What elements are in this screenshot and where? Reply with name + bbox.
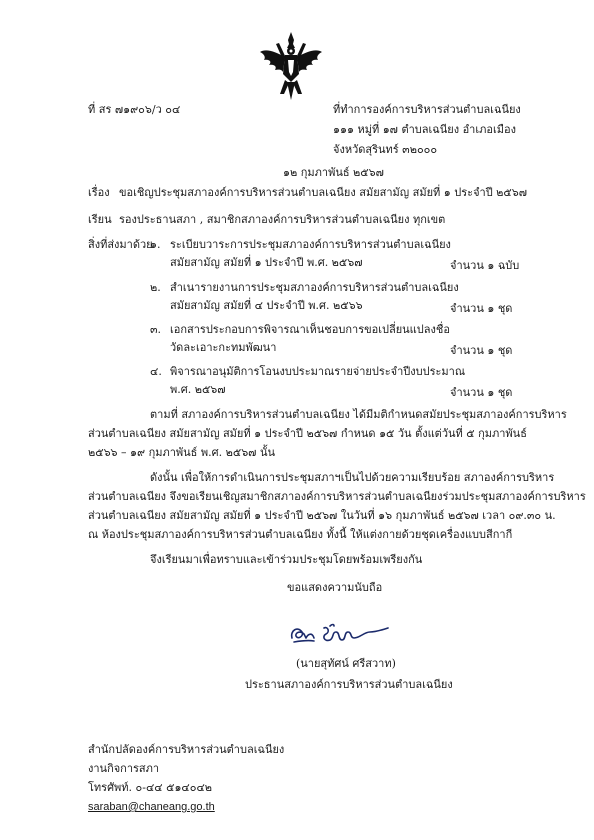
footer-office: สำนักปลัดองค์การบริหารส่วนตำบลเฉนียง [88,743,285,756]
attachment-line-1: สำเนารายงานการประชุมสภาองค์การบริหารส่วนตำบลเฉนียง [170,281,459,294]
office-address-line-3: จังหวัดสุรินทร์ ๓๒๐๐๐ [333,143,438,156]
office-address-line-1: ที่ทำการองค์การบริหารส่วนตำบลเฉนียง [333,103,521,116]
attachment-line-1: พิจารณาอนุมัติการโอนงบประมาณรายจ่ายประจำปีงบประมาณ [170,365,466,378]
attachment-line-1: ระเบียบวาระการประชุมสภาองค์การบริหารส่วนตำบลเฉนียง [170,238,451,251]
paragraph-1-line: ๒๕๖๖ – ๑๙ กุมภาพันธ์ พ.ศ. ๒๕๖๗ นั้น [88,446,275,459]
attachment-number: ๑. [150,238,161,251]
paragraph-2-line: ณ ห้องประชุมสภาองค์การบริหารส่วนตำบลเฉนียง ทั้งนี้ ให้แต่งกายด้วยชุดเครื่องแบบสีกากี [88,528,513,541]
footer-email-link[interactable]: saraban@chaneang.go.th [88,801,215,813]
paragraph-1-line: ส่วนตำบลเฉนียง สมัยสามัญ สมัยที่ ๑ ประจำปี ๒๕๖๗ กำหนด ๑๕ วัน ตั้งแต่วันที่ ๕ กุมภาพันธ์ [88,427,527,440]
attachment-line-2: พ.ศ. ๒๕๖๗ [170,383,226,396]
attachment-count: จำนวน ๑ ชุด [450,302,513,315]
signature-image [286,620,392,652]
attachment-line-2: สมัยสามัญ สมัยที่ ๑ ประจำปี พ.ศ. ๒๕๖๗ [170,256,363,269]
signer-title: ประธานสภาองค์การบริหารส่วนตำบลเฉนียง [245,678,453,691]
letter-date: ๑๒ กุมภาพันธ์ ๒๕๖๗ [283,166,384,179]
signer-name: (นายสุทัศน์ ศรีสวาท) [296,657,396,670]
attachment-count: จำนวน ๑ ชุด [450,344,513,357]
footer-phone: โทรศัพท์. ๐-๔๔ ๕๑๔๐๔๒ [88,781,213,794]
subject-text: ขอเชิญประชุมสภาองค์การบริหารส่วนตำบลเฉนียง สมัยสามัญ สมัยที่ ๑ ประจำปี ๒๕๖๗ [119,186,528,199]
attachments-label: สิ่งที่ส่งมาด้วย [88,238,153,251]
document-number: ที่ สร ๗๑๙๐๖/ว ๐๔ [88,103,181,116]
attachment-line-2: สมัยสามัญ สมัยที่ ๔ ประจำปี พ.ศ. ๒๕๖๖ [170,299,363,312]
attachment-number: ๔. [150,365,162,378]
paragraph-3: จึงเรียนมาเพื่อทราบและเข้าร่วมประชุมโดยพร้อมเพรียงกัน [150,553,423,566]
attachment-number: ๓. [150,323,162,336]
recipient-text: รองประธานสภา , สมาชิกสภาองค์การบริหารส่วนตำบลเฉนียง ทุกเขต [119,213,446,226]
garuda-emblem-icon [258,30,324,102]
office-address-line-2: ๑๑๑ หมู่ที่ ๑๗ ตำบลเฉนียง อำเภอเมือง [333,123,516,136]
closing-phrase: ขอแสดงความนับถือ [287,581,383,594]
attachment-line-1: เอกสารประกอบการพิจารณาเห็นชอบการขอเปลี่ยนแปลงชื่อ [170,323,450,336]
paragraph-2-line: ส่วนตำบลเฉนียง จึงขอเรียนเชิญสมาชิกสภาองค์การบริหารส่วนตำบลเฉนียงร่วมประชุมสภาองค์การบริหาร [88,490,586,503]
attachment-line-2: วัดละเอาะกะทมพัฒนา [170,341,277,354]
paragraph-1-line: ตามที่ สภาองค์การบริหารส่วนตำบลเฉนียง ได้มีมติกำหนดสมัยประชุมสภาองค์การบริหาร [150,408,567,421]
attachment-number: ๒. [150,281,161,294]
recipient-label: เรียน [88,213,112,226]
footer-unit: งานกิจการสภา [88,762,160,775]
paragraph-2-line: ส่วนตำบลเฉนียง สมัยสามัญ สมัยที่ ๑ ประจำปี ๒๕๖๗ ในวันที่ ๑๖ กุมภาพันธ์ ๒๕๖๗ เวลา ๐๙.๓๐ น. [88,509,556,522]
attachment-count: จำนวน ๑ ฉบับ [450,259,520,272]
paragraph-2-line: ดังนั้น เพื่อให้การดำเนินการประชุมสภาฯเป็นไปด้วยความเรียบร้อย สภาองค์การบริหาร [150,471,555,484]
subject-label: เรื่อง [88,186,110,199]
attachment-count: จำนวน ๑ ชุด [450,386,513,399]
